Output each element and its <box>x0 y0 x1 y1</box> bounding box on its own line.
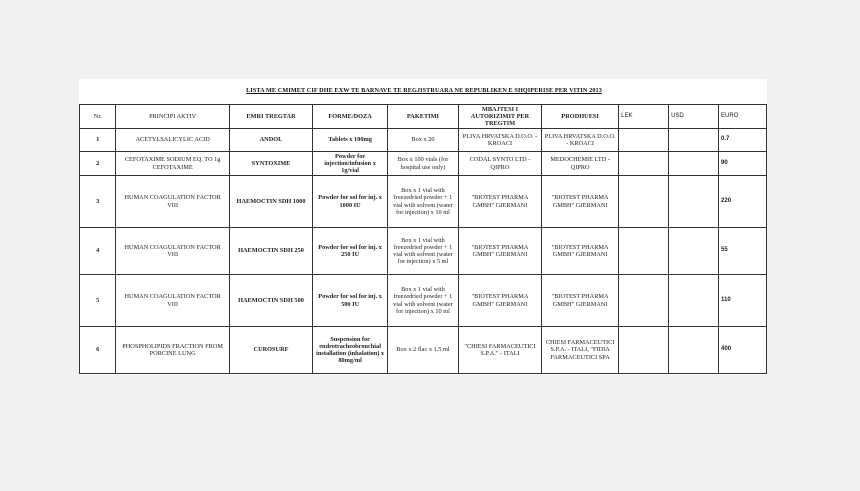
header-forme-doza: FORME/DOZA <box>313 105 388 129</box>
cell-nr: 2 <box>80 152 116 176</box>
cell-euro: 220 <box>719 176 767 228</box>
cell-usd <box>669 129 719 152</box>
cell-usd <box>669 152 719 176</box>
table-row <box>80 275 767 327</box>
cell-usd <box>669 176 719 228</box>
cell-paketimi: Box x 1 vial with freezedried powder + 1 vial with solvent (water for injection) x 10 ml <box>388 275 459 327</box>
cell-usd <box>669 327 719 374</box>
cell-euro: 90 <box>719 152 767 176</box>
cell-forme: Tablets x 100mg <box>313 129 388 152</box>
table-row <box>80 152 767 176</box>
cell-principi: PHOSPHOLIPIDS FRACTION FROM PORCINE LUNG <box>116 327 229 374</box>
cell-emri: ANDOL <box>229 129 312 152</box>
header-mbajtesi: MBAJTESI I AUTORIZIMIT PER TREGTIM <box>458 105 541 129</box>
cell-principi: HUMAN COAGULATION FACTOR VIII <box>116 176 229 228</box>
cell-prodhuesi: CHIESI FARMACEUTICI S.P.A. - ITALI, "FIDIA FARMACEUTICI SPA <box>542 327 619 374</box>
cell-prodhuesi: "BIOTEST PHARMA GMBH" GJERMANI <box>542 176 619 228</box>
cell-prodhuesi: MEDOCHEMIE LTD - QIPRO <box>542 152 619 176</box>
cell-emri: HAEMOCTIN SDH 250 <box>229 228 312 275</box>
cell-lek <box>619 176 669 228</box>
cell-paketimi: Box x 20 <box>388 129 459 152</box>
cell-paketimi: Box x 1 vial with freezedried powder + 1 vial with solvent (water for injection) x 5 ml <box>388 228 459 275</box>
cell-nr: 4 <box>80 228 116 275</box>
cell-lek <box>619 275 669 327</box>
cell-emri: CUROSURF <box>229 327 312 374</box>
cell-euro: 0.7 <box>719 129 767 152</box>
cell-forme: Suspension for endrotracheobronchial installation (inhalation) x 80mg/ml <box>313 327 388 374</box>
cell-lek <box>619 228 669 275</box>
cell-forme: Powder for injection/infusion x 1g/vial <box>313 152 388 176</box>
cell-forme: Powder for sol for inj. x 1000 IU <box>313 176 388 228</box>
cell-usd <box>669 275 719 327</box>
cell-euro: 400 <box>719 327 767 374</box>
header-emri-tregtar: EMRI TREGTAR <box>229 105 312 129</box>
document-page <box>79 79 767 375</box>
cell-mbajtesi: CODAL SYNTO LTD - QIPRO <box>458 152 541 176</box>
cell-forme: Powder for sol for inj. x 500 IU <box>313 275 388 327</box>
cell-principi: HUMAN COAGULATION FACTOR VIII <box>116 275 229 327</box>
cell-prodhuesi: "BIOTEST PHARMA GMBH" GJERMANI <box>542 228 619 275</box>
header-euro: EURO <box>719 105 767 129</box>
table-row <box>80 129 767 152</box>
cell-paketimi: Box x 1 vial with freezedried powder + 1 vial with solvent (water for injection) x 10 ml <box>388 176 459 228</box>
price-list-table <box>79 104 767 374</box>
header-usd: USD <box>669 105 719 129</box>
cell-paketimi: Box x 2 flac x 1.5 ml <box>388 327 459 374</box>
header-nr: Nr. <box>80 105 116 129</box>
cell-principi: ACETYLSALICYLIC ACID <box>116 129 229 152</box>
cell-nr: 6 <box>80 327 116 374</box>
cell-mbajtesi: "BIOTEST PHARMA GMBH" GJERMANI <box>458 228 541 275</box>
cell-nr: 1 <box>80 129 116 152</box>
table-row <box>80 327 767 374</box>
table-row <box>80 228 767 275</box>
cell-mbajtesi: "BIOTEST PHARMA GMBH" GJERMANI <box>458 176 541 228</box>
cell-lek <box>619 152 669 176</box>
cell-nr: 3 <box>80 176 116 228</box>
cell-principi: HUMAN COAGULATION FACTOR VIII <box>116 228 229 275</box>
cell-principi: CEFOTAXIME SODIUM EQ. TO 1g CEFOTAXIME <box>116 152 229 176</box>
cell-forme: Powder for sol for inj. x 250 IU <box>313 228 388 275</box>
cell-prodhuesi: PLIVA HRVATSKA D.O.O. - KROACI <box>542 129 619 152</box>
cell-lek <box>619 327 669 374</box>
header-prodhuesi: PRODHUESI <box>542 105 619 129</box>
table-header-row <box>80 105 767 129</box>
cell-emri: HAEMOCTIN SDH 500 <box>229 275 312 327</box>
cell-paketimi: Box x 100 vials (for hospital use only) <box>388 152 459 176</box>
cell-nr: 5 <box>80 275 116 327</box>
header-lek: LEK <box>619 105 669 129</box>
cell-euro: 110 <box>719 275 767 327</box>
cell-emri: SYNTOXIME <box>229 152 312 176</box>
header-principi-aktiv: PRINCIPI AKTIV <box>116 105 229 129</box>
cell-prodhuesi: "BIOTEST PHARMA GMBH" GJERMANI <box>542 275 619 327</box>
cell-usd <box>669 228 719 275</box>
cell-emri: HAEMOCTIN SDH 1000 <box>229 176 312 228</box>
table-row <box>80 176 767 228</box>
cell-mbajtesi: "CHIESI FARMACEUTICI S.P.A." - ITALI <box>458 327 541 374</box>
header-paketimi: PAKETIMI <box>388 105 459 129</box>
cell-lek <box>619 129 669 152</box>
document-title: LISTA ME CMIMET CIF DHE EXW TE BARNAVE TE REGJISTRUARA NE REPUBLIKEN E SHQIPERISE PER VITIN 2013 <box>246 87 602 94</box>
cell-mbajtesi: "BIOTEST PHARMA GMBH" GJERMANI <box>458 275 541 327</box>
cell-mbajtesi: PLIVA HRVATSKA D.O.O. - KROACI <box>458 129 541 152</box>
cell-euro: 55 <box>719 228 767 275</box>
